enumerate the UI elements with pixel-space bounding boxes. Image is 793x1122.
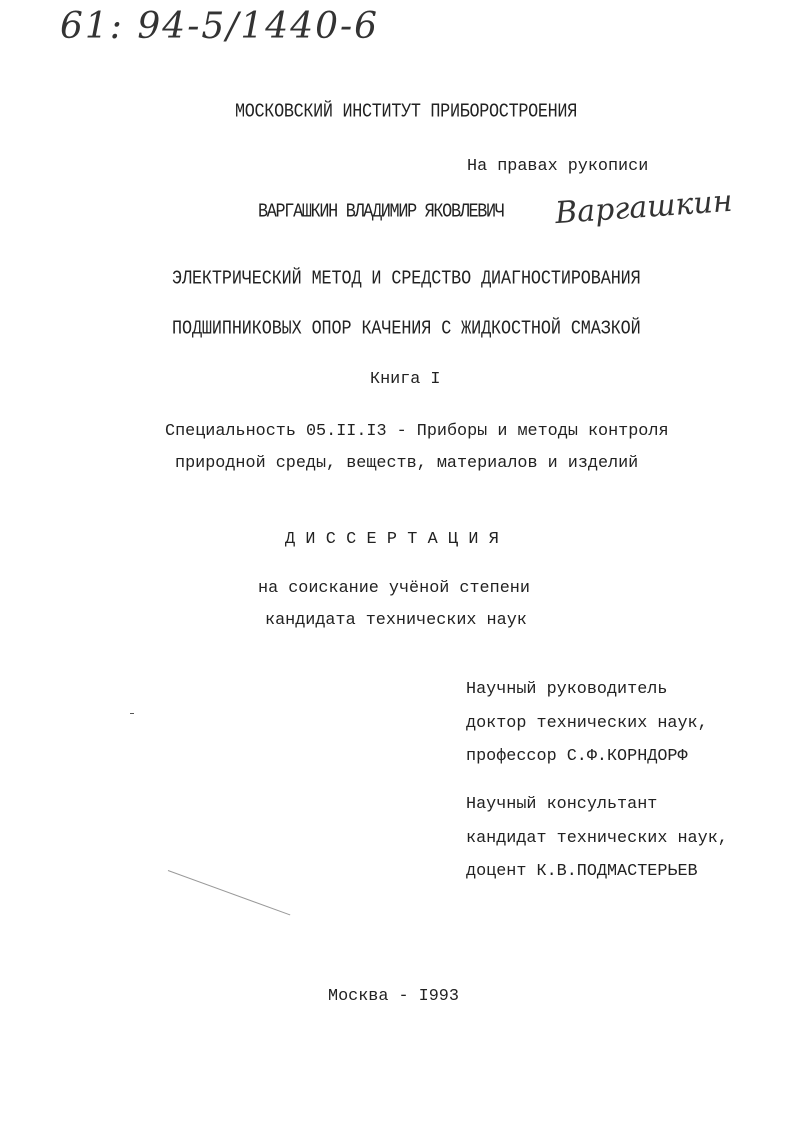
- title-line-1: ЭЛЕКТРИЧЕСКИЙ МЕТОД И СРЕДСТВО ДИАГНОСТИРОВАНИЯ: [172, 268, 641, 291]
- scan-dot: [130, 713, 134, 714]
- title-line-2: ПОДШИПНИКОВЫХ ОПОР КАЧЕНИЯ С ЖИДКОСТНОЙ СМАЗКОЙ: [172, 318, 641, 341]
- scan-smudge: [168, 870, 291, 915]
- author-name: ВАРГАШКИН ВЛАДИМИР ЯКОВЛЕВИЧ: [258, 201, 504, 224]
- degree-line-1: на соискание учёной степени: [258, 579, 530, 598]
- consultant-role: Научный консультант: [466, 795, 658, 814]
- institute-name: МОСКОВСКИЙ ИНСТИТУТ ПРИБОРОСТРОЕНИЯ: [235, 101, 577, 124]
- consultant-degree: кандидат технических наук,: [466, 829, 728, 848]
- archive-number-handwritten: 61: 94-5/1440-6: [60, 6, 380, 47]
- specialty-line-2: природной среды, веществ, материалов и изделий: [175, 454, 639, 473]
- manuscript-note: На правах рукописи: [467, 157, 649, 176]
- document-type: ДИССЕРТАЦИЯ: [285, 530, 510, 549]
- place-and-year: Москва - I993: [328, 987, 459, 1006]
- supervisor-degree: доктор технических наук,: [466, 714, 708, 733]
- book-number: Книга I: [370, 370, 441, 389]
- consultant-name: доцент К.В.ПОДМАСТЕРЬЕВ: [466, 862, 698, 881]
- specialty-line-1: Специальность 05.II.I3 - Приборы и методы контроля: [165, 422, 669, 441]
- supervisor-role: Научный руководитель: [466, 680, 668, 699]
- supervisor-name: профессор С.Ф.КОРНДОРФ: [466, 747, 688, 766]
- author-signature: Варгашкин: [553, 183, 734, 232]
- degree-line-2: кандидата технических наук: [265, 611, 527, 630]
